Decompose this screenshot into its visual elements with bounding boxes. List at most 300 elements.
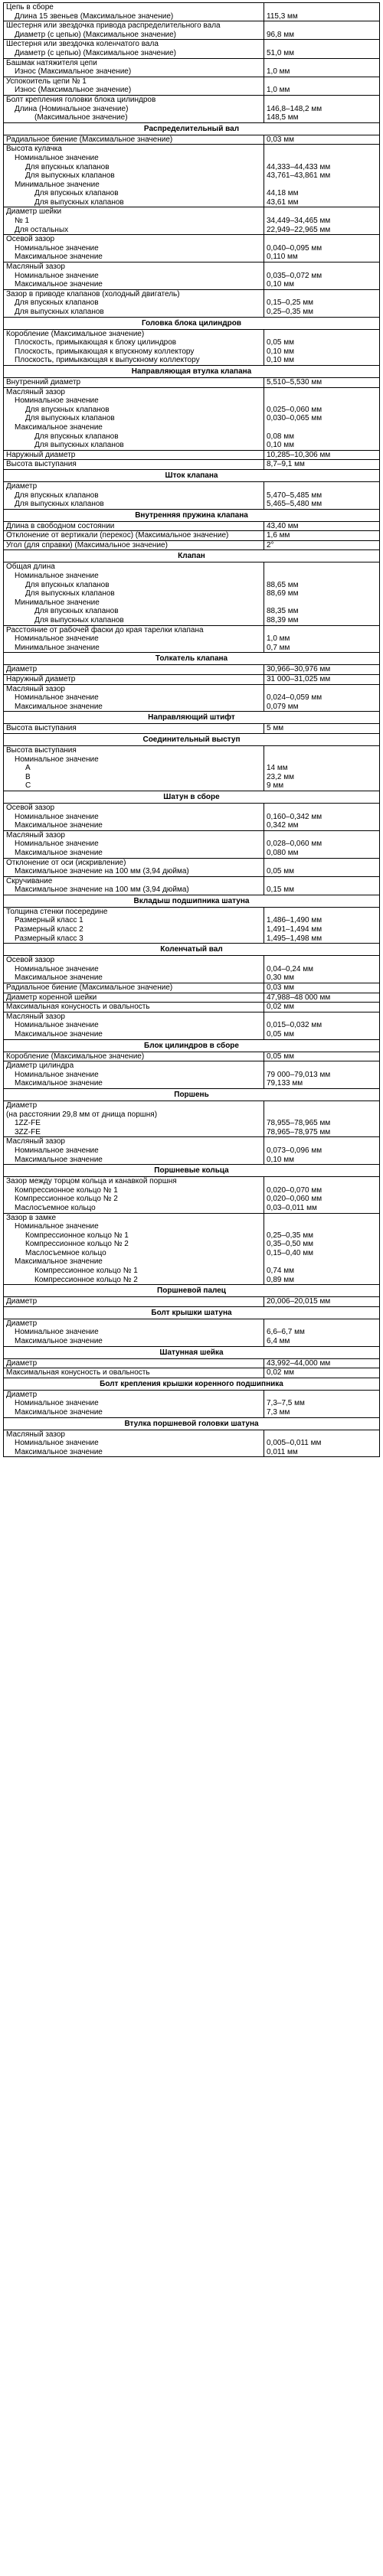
spec-row <box>4 616 379 625</box>
spec-value: 10,285–10,306 мм <box>267 450 331 459</box>
spec-value <box>264 572 379 581</box>
spec-value: 34,449–34,465 мм <box>267 217 331 226</box>
spec-value: 6,4 мм <box>267 1337 290 1346</box>
spec-row <box>4 198 379 207</box>
spec-row <box>4 1021 379 1030</box>
spec-label: Номинальное значение <box>4 1328 264 1337</box>
spec-row <box>4 1136 379 1146</box>
spec-label: Высота выступания <box>4 746 264 755</box>
spec-value: 0,035–0,072 мм <box>267 271 322 280</box>
spec-value: 0,110 мм <box>267 253 298 262</box>
spec-label: Диаметр <box>4 1319 264 1329</box>
spec-label: Радиальное биение (Максимальное значение) <box>4 135 264 145</box>
spec-row <box>4 377 379 387</box>
spec-label: Минимальное значение <box>4 598 264 608</box>
spec-label: Зазор в замке <box>4 1214 264 1223</box>
spec-label: Для впускных клапанов <box>4 298 264 308</box>
section-header: Головка блока цилиндров <box>4 317 379 329</box>
spec-label: Номинальное значение <box>4 840 264 849</box>
spec-row <box>4 664 379 674</box>
spec-label: Радиальное биение (Максимальное значение) <box>4 983 264 993</box>
spec-row <box>4 1119 379 1128</box>
section-header: Блок цилиндров в сборе <box>4 1039 379 1052</box>
spec-label: Для выпускных клапанов <box>4 616 264 625</box>
spec-value: 9 мм <box>267 781 284 791</box>
spec-label: Зазор в приводе клапанов (холодный двигатель) <box>4 290 264 299</box>
spec-label: Для впускных клапанов <box>4 163 264 172</box>
spec-row <box>4 1430 379 1440</box>
spec-row <box>4 1012 379 1022</box>
spec-row <box>4 849 379 858</box>
spec-row <box>4 1231 379 1241</box>
spec-label: Для впускных клапанов <box>4 607 264 616</box>
spec-label: Масляный зазор <box>4 1012 264 1022</box>
spec-label: Длина в свободном состоянии <box>4 522 264 531</box>
spec-value: 0,15–0,25 мм <box>267 298 314 308</box>
spec-label: Диаметр <box>4 482 264 491</box>
spec-label: Компрессионное кольцо № 2 <box>4 1276 264 1285</box>
spec-value <box>264 96 379 105</box>
spec-label: Для впускных клапанов <box>4 581 264 590</box>
spec-value <box>264 3 379 12</box>
spec-label: Успокоитель цепи № 1 <box>4 77 264 86</box>
spec-row <box>4 450 379 460</box>
spec-value: 78,955–78,965 мм <box>267 1119 331 1128</box>
spec-value: 0,03 мм <box>267 983 294 993</box>
spec-row <box>4 1156 379 1165</box>
spec-label: Диаметр <box>4 1101 264 1110</box>
spec-value <box>264 877 379 886</box>
section-header: Поршень <box>4 1088 379 1101</box>
spec-value: 0,04–0,24 мм <box>267 964 314 973</box>
spec-row <box>4 1195 379 1204</box>
spec-value: 88,39 мм <box>267 616 299 625</box>
spec-value <box>264 1257 379 1267</box>
spec-value: 78,965–78,975 мм <box>267 1127 331 1136</box>
spec-row <box>4 3 379 12</box>
spec-label: Максимальное значение <box>4 1448 264 1457</box>
spec-value: 0,005–0,011 мм <box>267 1439 322 1448</box>
spec-value <box>264 1012 379 1022</box>
spec-value: 5,470–5,485 мм <box>267 491 322 500</box>
spec-row <box>4 1071 379 1080</box>
section-header: Распределительный вал <box>4 122 379 135</box>
spec-value <box>264 1391 379 1400</box>
section-header: Шатунная шейка <box>4 1346 379 1358</box>
spec-row <box>4 189 379 198</box>
spec-value <box>264 1177 379 1186</box>
spec-label: Для впускных клапанов <box>4 432 264 442</box>
spec-row <box>4 21 379 31</box>
spec-label: Номинальное значение <box>4 396 264 406</box>
spec-label: 3ZZ-FE <box>4 1128 264 1137</box>
spec-label: Максимальное значение <box>4 1079 264 1088</box>
spec-row <box>4 1267 379 1276</box>
spec-label: Максимальное значение <box>4 253 264 262</box>
spec-row <box>4 644 379 653</box>
spec-value: 0,15–0,40 мм <box>267 1248 314 1257</box>
spec-label: Осевой зазор <box>4 235 264 244</box>
spec-label: Диаметр цилиндра <box>4 1061 264 1071</box>
spec-value: 0,03–0,011 мм <box>267 1203 317 1212</box>
spec-value: 47,988–48 000 мм <box>267 993 331 1002</box>
spec-value: 31 000–31,025 мм <box>267 675 331 683</box>
spec-value: 8,7–9,1 мм <box>267 460 305 469</box>
spec-label: Диаметр (с цепью) (Максимальное значение) <box>4 49 264 58</box>
spec-row <box>4 135 379 145</box>
spec-row <box>4 581 379 590</box>
spec-row <box>4 298 379 308</box>
spec-row <box>4 356 379 365</box>
spec-row <box>4 387 379 397</box>
spec-row <box>4 803 379 813</box>
spec-label: Масляный зазор <box>4 388 264 397</box>
spec-row <box>4 58 379 68</box>
spec-label: Для выпускных клапанов <box>4 308 264 317</box>
spec-label: Размерный класс 3 <box>4 934 264 944</box>
spec-row <box>4 876 379 886</box>
spec-value: 0,10 мм <box>267 347 294 356</box>
spec-value: 0,073–0,096 мм <box>267 1146 322 1155</box>
spec-row <box>4 39 379 49</box>
spec-label: Высота выступания <box>4 460 264 469</box>
spec-value: 0,08 мм <box>267 432 294 441</box>
spec-row <box>4 1249 379 1258</box>
spec-value: 0,15 мм <box>267 885 294 895</box>
spec-value <box>264 396 379 406</box>
spec-row <box>4 745 379 755</box>
spec-value: 1,0 мм <box>267 634 290 644</box>
spec-value <box>264 956 379 965</box>
spec-value <box>264 1101 379 1110</box>
spec-value <box>264 59 379 68</box>
spec-row <box>4 625 379 635</box>
spec-row <box>4 329 379 339</box>
section-header: Клапан <box>4 549 379 562</box>
section-header: Поршневые кольца <box>4 1164 379 1176</box>
spec-label: Плоскость, примыкающая к выпускному коллектору <box>4 356 264 365</box>
spec-value: 0,02 мм <box>267 1368 294 1378</box>
spec-row <box>4 181 379 190</box>
spec-value: 20,006–20,015 мм <box>267 1297 331 1306</box>
spec-row <box>4 634 379 644</box>
spec-value <box>264 562 379 572</box>
spec-row <box>4 1257 379 1267</box>
spec-value <box>264 181 379 190</box>
spec-label: Номинальное значение <box>4 693 264 703</box>
spec-value: 79 000–79,013 мм <box>267 1070 331 1079</box>
spec-label: Максимальное значение <box>4 1156 264 1165</box>
section-header: Шатун в сборе <box>4 791 379 803</box>
spec-value: 0,30 мм <box>267 973 294 983</box>
spec-label: Для остальных <box>4 226 264 235</box>
spec-label: 1ZZ-FE <box>4 1119 264 1128</box>
spec-row <box>4 993 379 1003</box>
spec-value: 0,160–0,342 мм <box>267 812 322 821</box>
spec-value: 88,35 мм <box>267 607 299 616</box>
spec-label: Номинальное значение <box>4 1071 264 1080</box>
spec-label: Диаметр (с цепью) (Максимальное значение) <box>4 31 264 40</box>
spec-value: 2° <box>267 540 274 549</box>
spec-row <box>4 163 379 172</box>
spec-value: 1,6 мм <box>267 531 290 540</box>
spec-label: Компрессионное кольцо № 2 <box>4 1195 264 1204</box>
spec-label: B <box>4 773 264 782</box>
spec-label: Цепь в сборе <box>4 3 264 12</box>
spec-row <box>4 530 379 540</box>
spec-row <box>4 347 379 357</box>
spec-row <box>4 764 379 773</box>
spec-row <box>4 289 379 299</box>
spec-label: Номинальное значение <box>4 272 264 281</box>
spec-label: Диаметр <box>4 1297 264 1306</box>
spec-row <box>4 207 379 217</box>
section-header: Вкладыш подшипника шатуна <box>4 895 379 907</box>
spec-row <box>4 1128 379 1137</box>
spec-value <box>264 262 379 272</box>
section-header: Втулка поршневой головки шатуна <box>4 1417 379 1430</box>
spec-value: 7,3–7,5 мм <box>267 1399 305 1408</box>
spec-row <box>4 396 379 406</box>
spec-row <box>4 1176 379 1186</box>
spec-label: Толщина стенки посередине <box>4 908 264 917</box>
spec-value: 0,05 мм <box>267 338 294 347</box>
spec-value <box>264 330 379 339</box>
spec-row <box>4 1079 379 1088</box>
spec-row <box>4 217 379 226</box>
spec-value: 1,491–1,494 мм <box>267 925 322 934</box>
section-header: Внутренняя пружина клапана <box>4 509 379 521</box>
spec-row <box>4 1002 379 1012</box>
spec-row <box>4 955 379 965</box>
spec-value: 6,6–6,7 мм <box>267 1328 305 1337</box>
spec-value: 79,133 мм <box>267 1079 303 1088</box>
spec-row <box>4 308 379 317</box>
spec-label: Для выпускных клапанов <box>4 414 264 423</box>
spec-label: Минимальное значение <box>4 644 264 653</box>
spec-value: 88,69 мм <box>267 589 299 598</box>
spec-label: Максимальная конусность и овальность <box>4 1368 264 1378</box>
spec-value: 5,465–5,480 мм <box>267 500 322 509</box>
spec-label: Общая длина <box>4 562 264 572</box>
spec-label: Масляный зазор <box>4 831 264 840</box>
section-header: Шток клапана <box>4 469 379 481</box>
spec-label: Башмак натяжителя цепи <box>4 59 264 68</box>
spec-row <box>4 1052 379 1061</box>
spec-row <box>4 262 379 272</box>
spec-label: Номинальное значение <box>4 244 264 253</box>
spec-label: (на расстоянии 29,8 мм от днища поршня) <box>4 1110 264 1120</box>
spec-row <box>4 234 379 244</box>
spec-value: 43,40 мм <box>267 521 299 530</box>
spec-label: Для выпускных клапанов <box>4 441 264 450</box>
spec-table <box>3 2 380 1457</box>
spec-label: Коробление (Максимальное значение) <box>4 330 264 339</box>
spec-label: Масляный зазор <box>4 1137 264 1146</box>
spec-value: 0,028–0,060 мм <box>267 840 322 849</box>
spec-value <box>264 1110 379 1120</box>
spec-value <box>264 145 379 154</box>
spec-value: 115,3 мм <box>267 11 298 21</box>
spec-row <box>4 105 379 114</box>
spec-value <box>264 77 379 86</box>
spec-row <box>4 144 379 154</box>
spec-row <box>4 1213 379 1223</box>
spec-label: Номинальное значение <box>4 755 264 765</box>
spec-row <box>4 965 379 974</box>
spec-value: 0,015–0,032 мм <box>267 1021 322 1030</box>
spec-row <box>4 598 379 608</box>
spec-label: Номинальное значение <box>4 965 264 974</box>
spec-value: 0,025–0,060 мм <box>267 405 322 414</box>
spec-row <box>4 1358 379 1368</box>
spec-value: 0,89 мм <box>267 1275 294 1284</box>
spec-row <box>4 934 379 944</box>
spec-value <box>264 1319 379 1329</box>
spec-value: 0,10 мм <box>267 280 294 289</box>
spec-value: 0,05 мм <box>267 1030 294 1039</box>
spec-label: Высота кулачка <box>4 145 264 154</box>
spec-value: 0,011 мм <box>267 1447 298 1456</box>
spec-row <box>4 481 379 491</box>
spec-label: Длина (Номинальное значение) <box>4 105 264 114</box>
spec-value <box>264 207 379 217</box>
spec-label: Масляный зазор <box>4 685 264 694</box>
spec-label: A <box>4 764 264 773</box>
spec-label: Максимальное значение <box>4 423 264 432</box>
spec-row <box>4 500 379 509</box>
spec-value: 30,966–30,976 мм <box>267 665 331 674</box>
spec-row <box>4 983 379 993</box>
spec-value: 1,0 мм <box>267 67 290 77</box>
spec-value: 0,35–0,50 мм <box>267 1240 314 1249</box>
spec-value: 0,020–0,070 мм <box>267 1185 322 1195</box>
spec-label: Размерный класс 1 <box>4 916 264 925</box>
spec-label: Масляный зазор <box>4 262 264 272</box>
spec-label: Зазор между торцом кольца и канавкой поршня <box>4 1177 264 1186</box>
spec-label: Осевой зазор <box>4 956 264 965</box>
spec-value <box>264 746 379 755</box>
spec-row <box>4 907 379 917</box>
spec-value: 51,0 мм <box>267 48 294 57</box>
spec-row <box>4 830 379 840</box>
spec-label: Номинальное значение <box>4 634 264 644</box>
spec-label: Компрессионное кольцо № 2 <box>4 1240 264 1249</box>
spec-value <box>264 423 379 432</box>
spec-label: Для впускных клапанов <box>4 406 264 415</box>
spec-label: Минимальное значение <box>4 181 264 190</box>
spec-label: Износ (Максимальное значение) <box>4 67 264 77</box>
spec-row <box>4 406 379 415</box>
spec-label: Номинальное значение <box>4 1439 264 1448</box>
spec-row <box>4 1319 379 1329</box>
spec-label: Диаметр коренной шейки <box>4 993 264 1003</box>
spec-label: Для впускных клапанов <box>4 189 264 198</box>
spec-row <box>4 171 379 181</box>
spec-label: Максимальное значение <box>4 849 264 858</box>
spec-label: Компрессионное кольцо № 1 <box>4 1186 264 1195</box>
spec-row <box>4 840 379 849</box>
spec-label: Максимальное значение на 100 мм (3,94 дюйма) <box>4 867 264 876</box>
spec-value: 0,080 мм <box>267 848 299 857</box>
spec-row <box>4 821 379 830</box>
spec-row <box>4 31 379 40</box>
spec-value: 148,5 мм <box>267 113 299 122</box>
spec-value: 0,10 мм <box>267 441 294 450</box>
section-header: Болт крепления крышки коренного подшипника <box>4 1378 379 1390</box>
spec-row <box>4 684 379 694</box>
spec-row <box>4 858 379 868</box>
spec-label: Угол (для справки) (Максимальное значение) <box>4 541 264 550</box>
spec-label: Плоскость, примыкающая к блоку цилиндров <box>4 338 264 347</box>
spec-value: 0,25–0,35 мм <box>267 1231 314 1240</box>
spec-row <box>4 95 379 105</box>
spec-label: Номинальное значение <box>4 572 264 581</box>
spec-label: Максимальное значение <box>4 1337 264 1346</box>
spec-row <box>4 113 379 122</box>
spec-row <box>4 1101 379 1110</box>
spec-row <box>4 491 379 501</box>
spec-value: 0,05 мм <box>267 867 294 876</box>
spec-label: Диаметр <box>4 1359 264 1368</box>
spec-row <box>4 607 379 616</box>
spec-label: Максимальное значение на 100 мм (3,94 дюйма) <box>4 885 264 895</box>
spec-value: 0,10 мм <box>267 356 294 365</box>
spec-label: Шестерня или звездочка привода распределительного вала <box>4 21 264 31</box>
spec-row <box>4 1408 379 1417</box>
spec-value: 0,030–0,065 мм <box>267 414 322 423</box>
spec-label: Скручивание <box>4 877 264 886</box>
spec-value: 0,10 мм <box>267 1155 294 1164</box>
spec-value <box>264 1137 379 1146</box>
section-header: Толкатель клапана <box>4 652 379 664</box>
spec-label: Внутренний диаметр <box>4 378 264 387</box>
spec-label: Максимальное значение <box>4 703 264 712</box>
spec-row <box>4 674 379 684</box>
spec-value: 0,040–0,095 мм <box>267 243 322 253</box>
spec-label: Маслосъемное кольцо <box>4 1204 264 1213</box>
spec-label: Наружный диаметр <box>4 675 264 684</box>
spec-label: Масляный зазор <box>4 1430 264 1440</box>
spec-value: 5 мм <box>267 724 284 733</box>
spec-row <box>4 973 379 983</box>
spec-row <box>4 1439 379 1448</box>
spec-value: 146,8–148,2 мм <box>267 104 322 113</box>
spec-value: 0,024–0,059 мм <box>267 693 322 703</box>
spec-value: 1,486–1,490 мм <box>267 916 322 925</box>
spec-row <box>4 12 379 21</box>
spec-value <box>264 388 379 397</box>
spec-label: (Максимальное значение) <box>4 113 264 122</box>
spec-value: 44,333–44,433 мм <box>267 162 331 171</box>
spec-value: 0,74 мм <box>267 1267 294 1276</box>
spec-row <box>4 781 379 791</box>
spec-label: Компрессионное кольцо № 1 <box>4 1267 264 1276</box>
spec-value <box>264 804 379 813</box>
spec-row <box>4 916 379 925</box>
spec-value: 0,25–0,35 мм <box>267 308 314 316</box>
spec-row <box>4 280 379 289</box>
spec-row <box>4 589 379 598</box>
spec-value <box>264 755 379 765</box>
spec-label: Размерный класс 2 <box>4 925 264 934</box>
spec-row <box>4 86 379 95</box>
spec-label: Наружный диаметр <box>4 451 264 460</box>
spec-row <box>4 1030 379 1039</box>
spec-row <box>4 226 379 235</box>
spec-label: Расстояние от рабочей фаски до края тарелки клапана <box>4 626 264 635</box>
spec-row <box>4 1146 379 1156</box>
